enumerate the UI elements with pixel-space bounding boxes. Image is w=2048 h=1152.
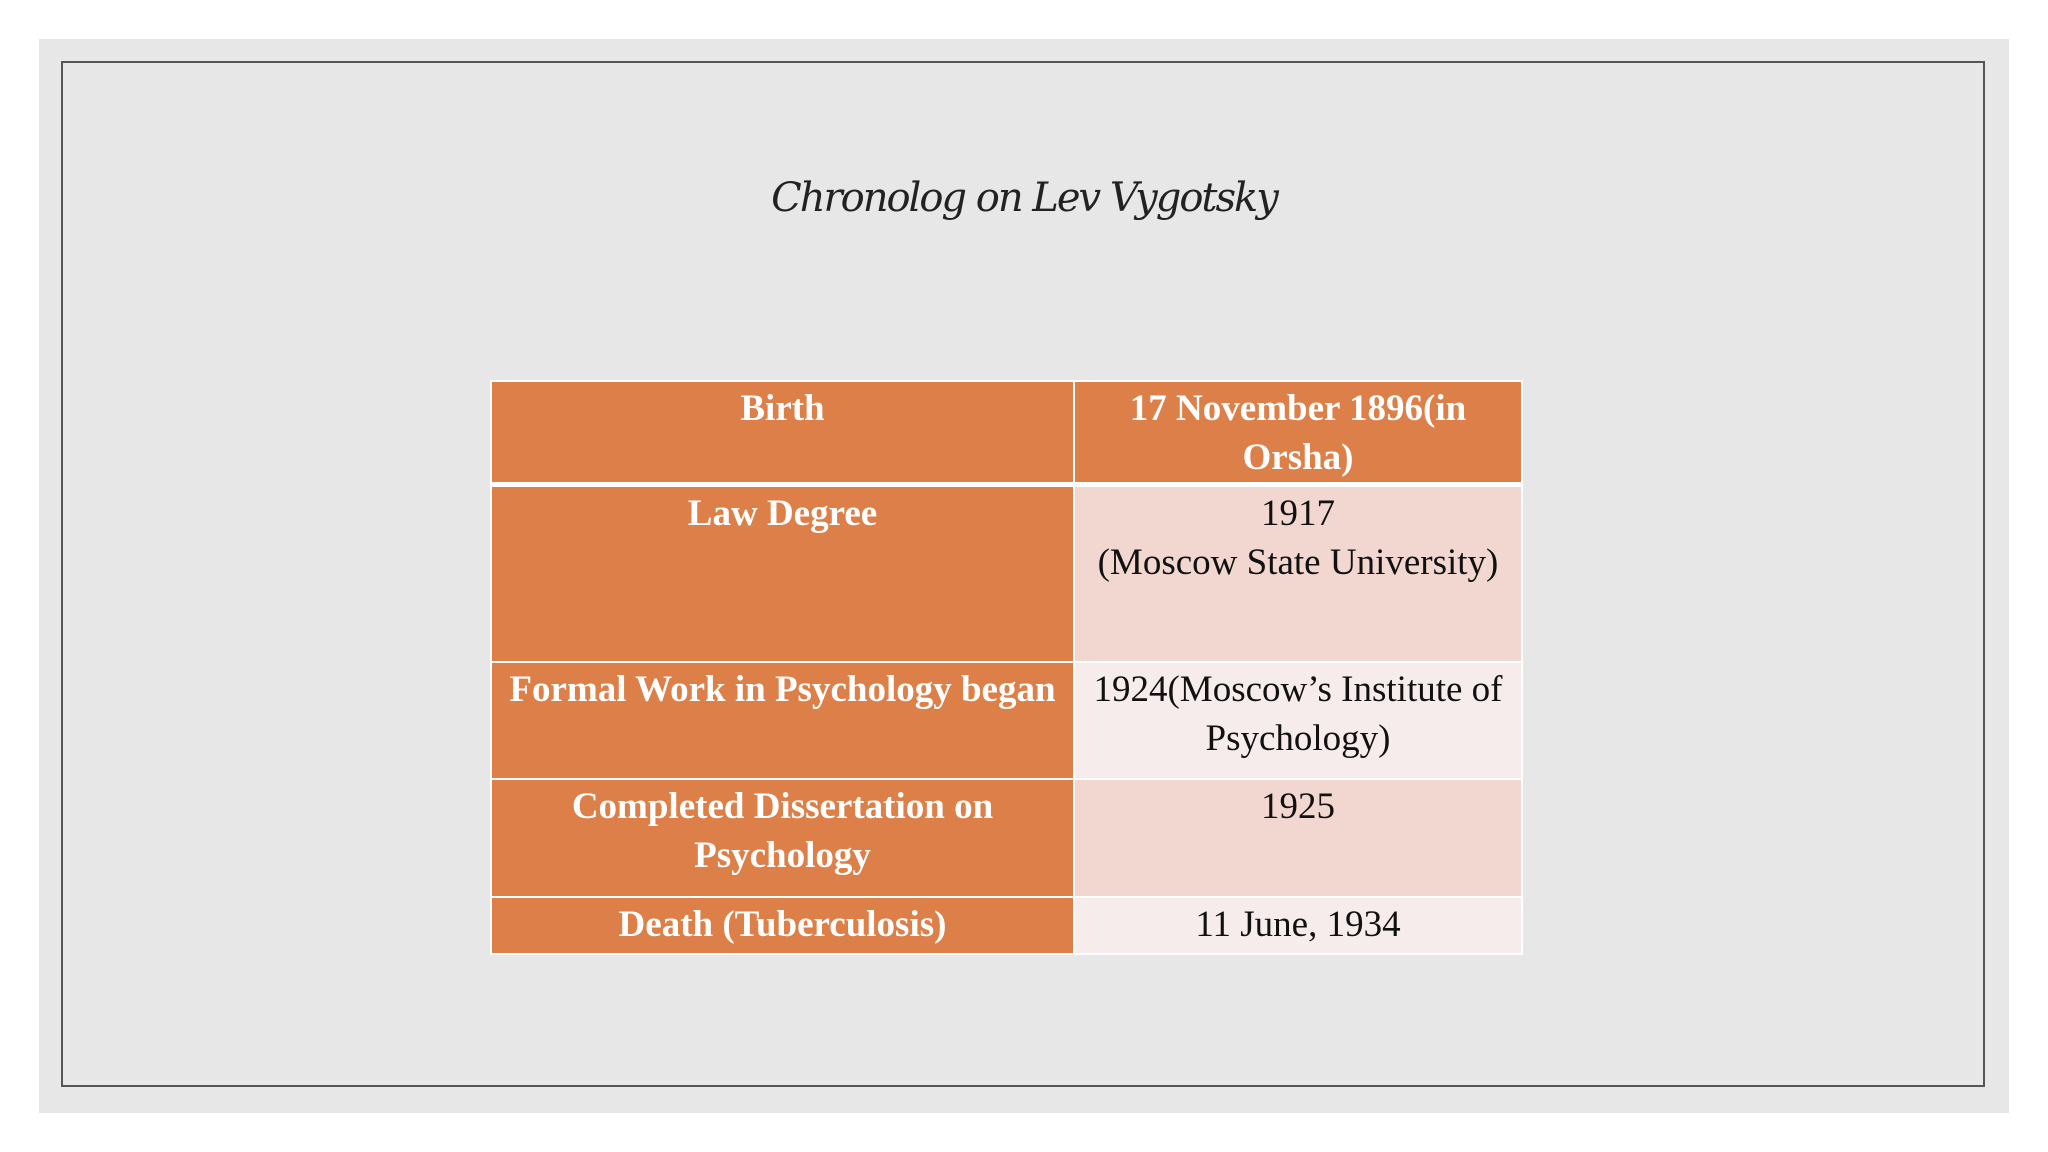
table-row bbox=[491, 779, 1522, 897]
row-label: Birth bbox=[491, 381, 1074, 485]
slide bbox=[39, 39, 2009, 1113]
row-label: Death (Tuberculosis) bbox=[491, 897, 1074, 954]
row-value: 1924(Moscow’s Institute of Psychology) bbox=[1074, 662, 1522, 779]
row-value: 17 November 1896(in Orsha) bbox=[1074, 381, 1522, 485]
row-value: 1925 bbox=[1074, 779, 1522, 897]
table-row bbox=[491, 485, 1522, 662]
row-value: 1917 (Moscow State University) bbox=[1074, 485, 1522, 662]
row-label: Formal Work in Psychology began bbox=[491, 662, 1074, 779]
row-label: Law Degree bbox=[491, 485, 1074, 662]
chronology-table bbox=[490, 380, 1523, 955]
table-row bbox=[491, 662, 1522, 779]
table-row bbox=[491, 381, 1522, 485]
row-label: Completed Dissertation on Psychology bbox=[491, 779, 1074, 897]
slide-title: Chronolog on Lev Vygotsky bbox=[771, 175, 1277, 221]
row-value: 11 June, 1934 bbox=[1074, 897, 1522, 954]
table-row bbox=[491, 897, 1522, 954]
